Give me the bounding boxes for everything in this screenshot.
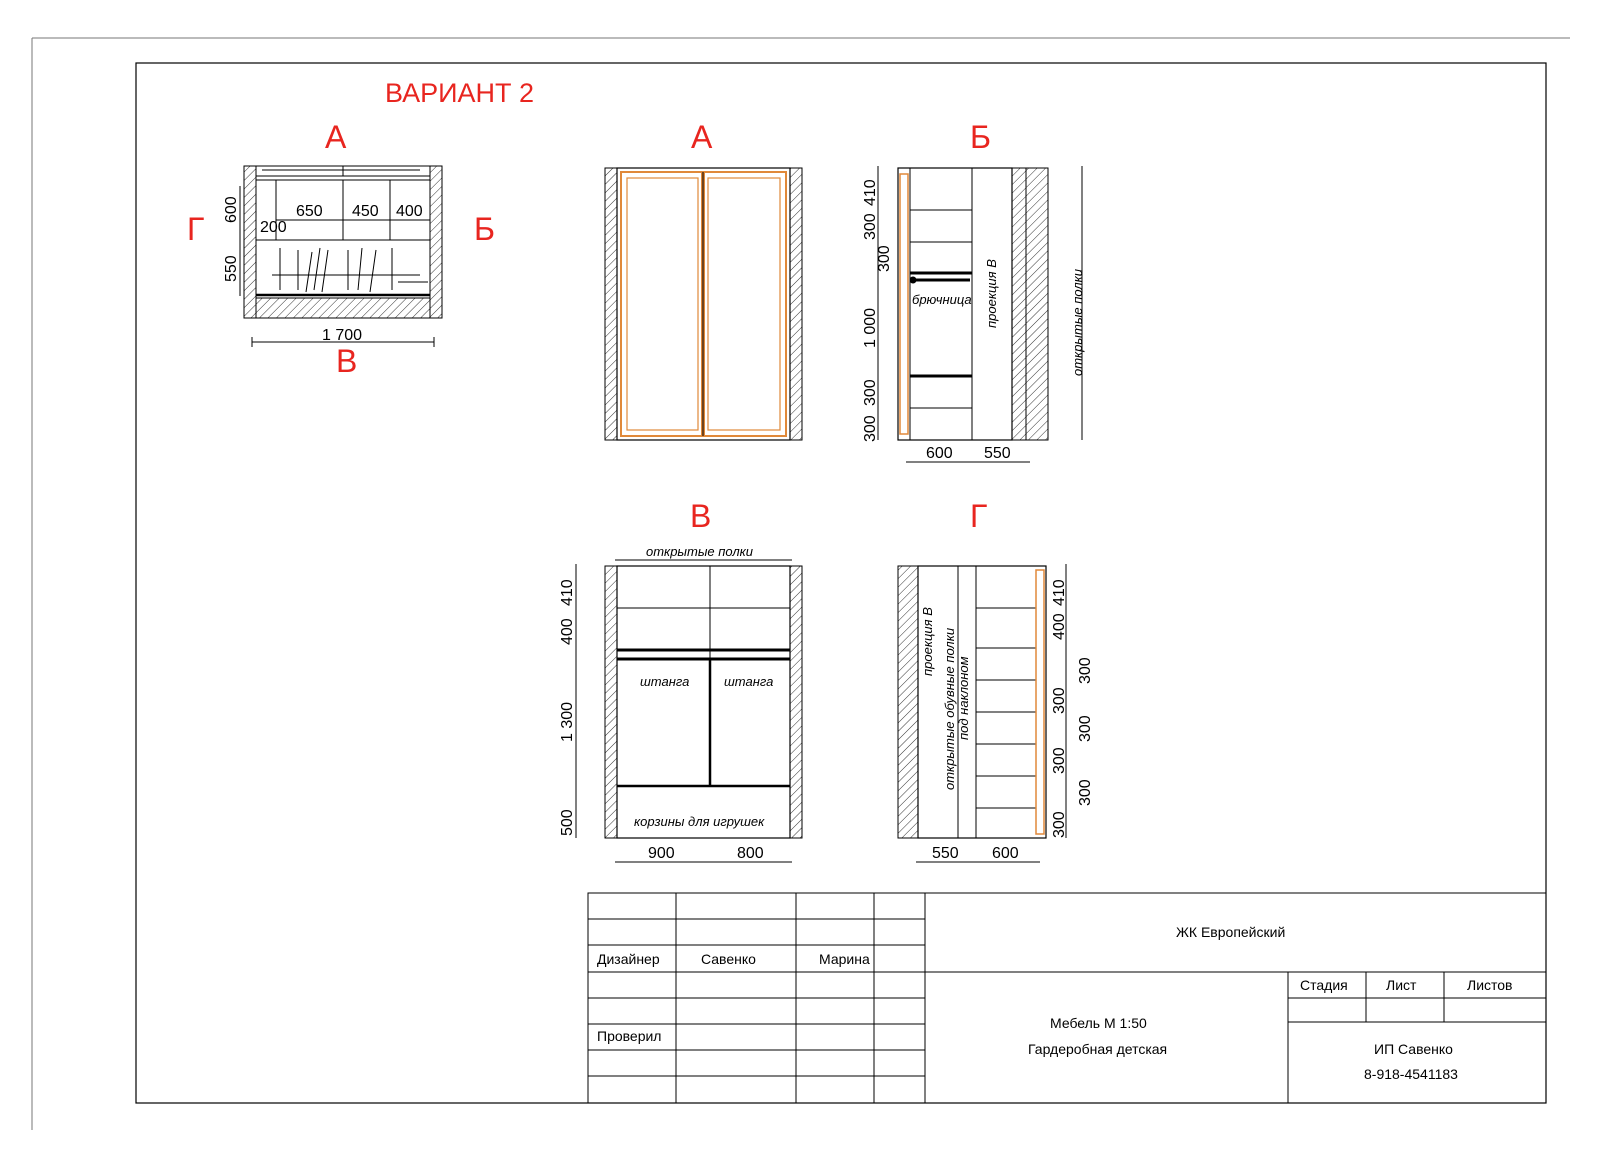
plan-dim-total: 1 700	[322, 327, 363, 344]
view-a-wall-left	[605, 168, 617, 440]
plan-dim-400: 400	[396, 203, 423, 220]
view-b	[862, 119, 1085, 462]
view-a-wall-right	[790, 168, 802, 440]
view-g-wall	[898, 566, 918, 838]
view-b-dim-410: 410	[862, 179, 879, 206]
view-g-dim-300a: 300	[1077, 657, 1094, 684]
variant-title: ВАРИАНТ 2	[385, 78, 535, 108]
view-b-dim-1000: 1 000	[862, 307, 879, 348]
view-b-dim-300c: 300	[862, 379, 879, 406]
plan-view	[187, 119, 495, 379]
view-v-dim-500: 500	[559, 809, 576, 836]
view-g-shoe-note-2: под наклоном	[956, 656, 971, 740]
view-g	[898, 498, 1094, 862]
plan-wall-bottom	[256, 298, 430, 318]
view-g-dim-400: 400	[1051, 613, 1068, 640]
view-g-dim-300d: 300	[1051, 747, 1068, 774]
door-left-inner	[627, 178, 698, 430]
view-g-outline	[918, 566, 1046, 838]
view-g-shoe-note-1: открытые обувные полки	[942, 627, 957, 790]
view-b-dim-550: 550	[984, 445, 1011, 462]
plan-label-right: Б	[474, 211, 495, 247]
door-right-inner	[708, 178, 780, 430]
view-v-rod-right: штанга	[724, 674, 774, 689]
view-b-door-edge	[900, 174, 908, 434]
view-b-label: Б	[970, 119, 991, 155]
tb-project: ЖК Европейский	[1176, 924, 1286, 940]
plan-label-bottom: В	[336, 343, 358, 379]
tb-sheets-header: Листов	[1467, 977, 1513, 993]
drawing-frame	[136, 63, 1546, 1103]
view-v-top-note: открытые полки	[646, 544, 754, 559]
view-g-dim-550: 550	[932, 845, 959, 862]
plan-dim-650: 650	[296, 203, 323, 220]
view-g-dim-300c: 300	[1077, 715, 1094, 742]
tb-designer-surname: Савенко	[701, 951, 756, 967]
view-v-dim-800: 800	[737, 845, 764, 862]
plan-dim-200: 200	[260, 219, 287, 236]
tb-checked-role: Проверил	[597, 1028, 662, 1044]
view-b-rod-note: брючница	[912, 292, 972, 307]
tb-designer-role: Дизайнер	[597, 951, 660, 967]
view-g-dim-600: 600	[992, 845, 1019, 862]
view-v-basket-note: корзины для игрушек	[634, 814, 765, 829]
tb-stage-header: Стадия	[1300, 977, 1348, 993]
view-g-label: Г	[970, 498, 988, 534]
plan-label-left: Г	[187, 211, 205, 247]
view-g-dim-300b: 300	[1051, 687, 1068, 714]
tb-drawing-title-2: Гардеробная детская	[1028, 1041, 1168, 1057]
view-v	[559, 498, 802, 862]
door-left-outer	[621, 172, 704, 436]
tb-sheet-header: Лист	[1386, 977, 1417, 993]
plan-hangers	[272, 248, 428, 292]
view-v-dim-1300: 1 300	[559, 701, 576, 742]
view-v-wall-right	[790, 566, 802, 838]
view-g-dim-410: 410	[1051, 579, 1068, 606]
tb-phone: 8-918-4541183	[1364, 1066, 1458, 1082]
view-v-label: В	[690, 498, 712, 534]
view-g-projection-note: проекция В	[920, 607, 935, 676]
plan-wall-left	[244, 166, 256, 318]
view-g-dim-300f: 300	[1051, 811, 1068, 838]
view-v-dim-900: 900	[648, 845, 675, 862]
view-g-dim-300e: 300	[1077, 779, 1094, 806]
view-a-label: А	[691, 119, 713, 155]
door-right-outer	[702, 172, 786, 436]
view-b-dim-300a: 300	[862, 213, 879, 240]
tb-company: ИП Савенко	[1374, 1041, 1453, 1057]
plan-label-top: А	[325, 119, 347, 155]
view-b-dim-600: 600	[926, 445, 953, 462]
view-b-wall	[1012, 168, 1048, 440]
view-v-dim-410: 410	[559, 579, 576, 606]
view-b-open-shelves-note: открытые полки	[1070, 268, 1085, 376]
view-b-dim-300b: 300	[876, 245, 893, 272]
view-v-outline	[617, 566, 790, 838]
view-g-door-edge	[1036, 570, 1044, 834]
view-v-rod-left: штанга	[640, 674, 690, 689]
view-b-projection-note: проекция В	[984, 259, 999, 328]
tb-designer-name: Марина	[819, 951, 870, 967]
view-b-shelves	[910, 210, 972, 408]
plan-dim-550: 550	[223, 255, 240, 282]
tb-drawing-title-1: Мебель М 1:50	[1050, 1015, 1147, 1031]
plan-dim-600: 600	[223, 196, 240, 223]
plan-wall-right	[430, 166, 442, 318]
view-g-shoe-shelves	[976, 608, 1036, 808]
view-v-dim-400: 400	[559, 618, 576, 645]
view-a	[605, 119, 802, 440]
view-v-wall-left	[605, 566, 617, 838]
view-b-dim-300d: 300	[862, 415, 879, 442]
plan-dim-450: 450	[352, 203, 379, 220]
